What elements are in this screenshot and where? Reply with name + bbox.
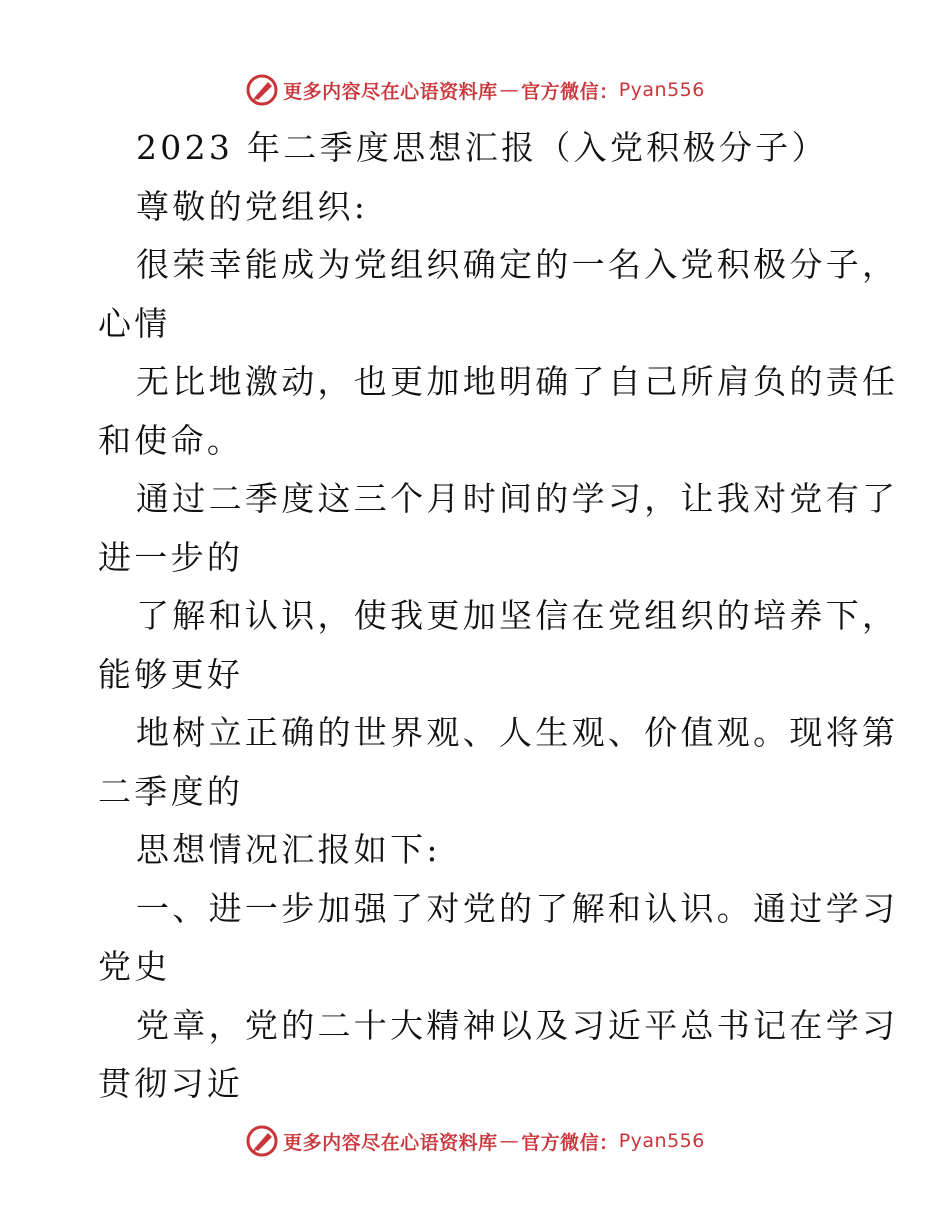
footer-watermark-banner [0, 1121, 950, 1161]
banner-wechat-id: Pyan556 [618, 79, 705, 101]
banner-wechat-id: Pyan556 [618, 1130, 705, 1152]
paragraph-line: 地树立正确的世界观、人生观、价值观。现将第 [136, 713, 899, 752]
paragraph-line: 思想情况汇报如下: [136, 830, 441, 869]
banner-wechat-label: 官方微信： [521, 80, 619, 103]
paragraph-line: 和使命。 [98, 420, 244, 460]
paragraph-line: 进一步的 [98, 537, 244, 577]
paragraph-line: 一、进一步加强了对党的了解和认识。通过学习 [136, 888, 899, 928]
pen-logo-icon [245, 73, 279, 107]
salutation: 尊敬的党组织: [136, 186, 369, 226]
paragraph-line: 党史 [98, 947, 171, 986]
paragraph-line: 党章，党的二十大精神以及习近平总书记在学习 [136, 1005, 899, 1045]
document-title: 2023 年二季度思想汇报（入党积极分子） [136, 128, 828, 167]
banner-dash: — [499, 1130, 520, 1152]
paragraph-line: 心情 [98, 303, 171, 343]
paragraph-line: 了解和认识，使我更加坚信在党组织的培养下， [136, 596, 899, 635]
pen-logo-icon [245, 1124, 279, 1158]
banner-dash: — [499, 79, 520, 101]
banner-wechat-label: 官方微信： [521, 1131, 619, 1154]
paragraph-line: 很荣幸能成为党组织确定的一名入党积极分子， [136, 245, 899, 284]
paragraph-line: 能够更好 [98, 654, 244, 694]
paragraph-line: 无比地激动，也更加地明确了自己所肩负的责任 [136, 362, 899, 401]
header-watermark-banner [0, 70, 950, 110]
paragraph-line: 通过二季度这三个月时间的学习，让我对党有了 [136, 479, 899, 518]
banner-promo-text: 更多内容尽在心语资料库 [283, 1131, 498, 1154]
document-body [98, 119, 899, 1114]
paragraph-line: 二季度的 [98, 771, 244, 811]
paragraph-line: 贯彻习近 [98, 1064, 244, 1103]
banner-promo-text: 更多内容尽在心语资料库 [283, 80, 498, 103]
